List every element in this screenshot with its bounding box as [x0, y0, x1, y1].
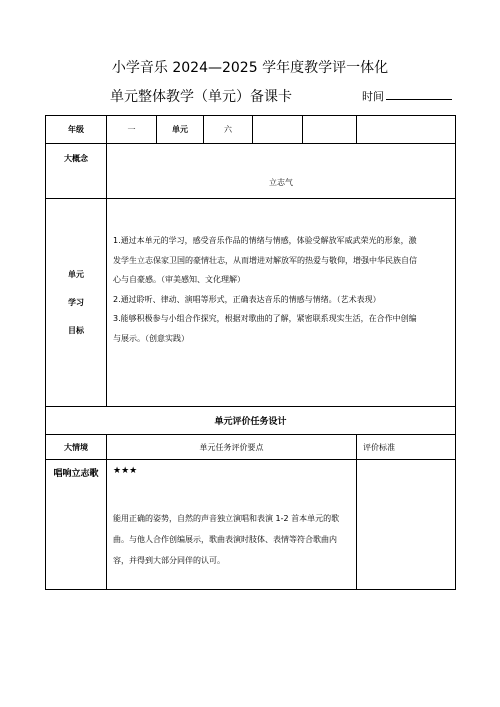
- goal-3-line-1: 3.能够积极参与小组合作探究，根据对歌曲的了解，紧密联系现实生活，在合作中创编: [113, 314, 417, 323]
- grade-label: 年级: [46, 116, 107, 144]
- goal-2: 2.通过聆听、律动、演唱等形式，正确表达音乐的情感与情绪。（艺术表现）: [113, 294, 381, 304]
- title-line-2: 单元整体教学（单元）备课卡: [110, 89, 292, 105]
- time-blank-line: [386, 89, 452, 100]
- lesson-card-table: [45, 115, 456, 590]
- col-header-context: 大情境: [46, 435, 107, 460]
- info-empty-cell-2: [303, 116, 357, 144]
- big-concept-label: 大概念: [46, 144, 107, 199]
- goal-3-line-2: 与展示。（创意实践）: [113, 333, 189, 343]
- row-points-text: [107, 508, 356, 571]
- unit-goals-content: [107, 199, 456, 407]
- evaluation-row: [46, 460, 456, 590]
- row-points-line-1: 能用正确的姿势，自然的声音独立演唱和表演 1-2 首本单元的歌: [113, 514, 340, 523]
- row-context: 唱响立志歌: [46, 460, 107, 590]
- unit-goals-label-line: 目标: [68, 325, 84, 335]
- row-points-line-3: 容，并得到大部分同伴的认可。: [113, 556, 225, 565]
- goal-1-line-2: 发学生立志保家卫国的豪情壮志，从而增进对解放军的热爱与敬仰，增强中华民族自信: [113, 255, 417, 265]
- big-concept-value: 立志气: [269, 178, 293, 187]
- goal-1-line-3: 心与自豪感。（审美感知、文化理解）: [113, 275, 245, 284]
- info-empty-cell-1: [253, 116, 303, 144]
- row-points-cell: [107, 460, 357, 590]
- evaluation-section-title: 单元评价任务设计: [46, 407, 456, 435]
- big-concept-row: [46, 144, 456, 199]
- unit-value: 六: [204, 116, 253, 144]
- col-header-standard-text: 评价标准: [363, 442, 395, 452]
- time-field: [362, 88, 452, 104]
- info-row: [46, 116, 456, 144]
- goal-1-line-1: 1.通过本单元的学习，感受音乐作品的情绪与情感，体验受解放军威武荣光的形象，激: [113, 236, 417, 245]
- unit-goals-list: [107, 231, 455, 348]
- info-empty-cell-3: [357, 116, 456, 144]
- row-points-line-2: 曲。与他人合作创编展示，歌曲表演时肢体、表情等符合歌曲内: [113, 535, 337, 544]
- evaluation-title-row: [46, 407, 456, 435]
- unit-goals-label-line: 单元: [68, 269, 84, 279]
- time-label: 时间: [362, 90, 384, 103]
- unit-goals-label: [46, 199, 107, 407]
- title-line-1: 小学音乐 2024—2025 学年度教学评一体化: [111, 60, 389, 76]
- col-header-standard: [357, 435, 456, 460]
- evaluation-header-row: [46, 435, 456, 460]
- big-concept-value-cell: [107, 144, 456, 199]
- col-header-points: 单元任务评价要点: [107, 435, 357, 460]
- grade-value: 一: [107, 116, 157, 144]
- unit-goals-label-line: 学习: [68, 297, 84, 307]
- unit-label: 单元: [157, 116, 204, 144]
- rating-stars: ★★★: [113, 466, 138, 476]
- unit-goals-row: [46, 199, 456, 407]
- row-standard-cell: [357, 460, 456, 590]
